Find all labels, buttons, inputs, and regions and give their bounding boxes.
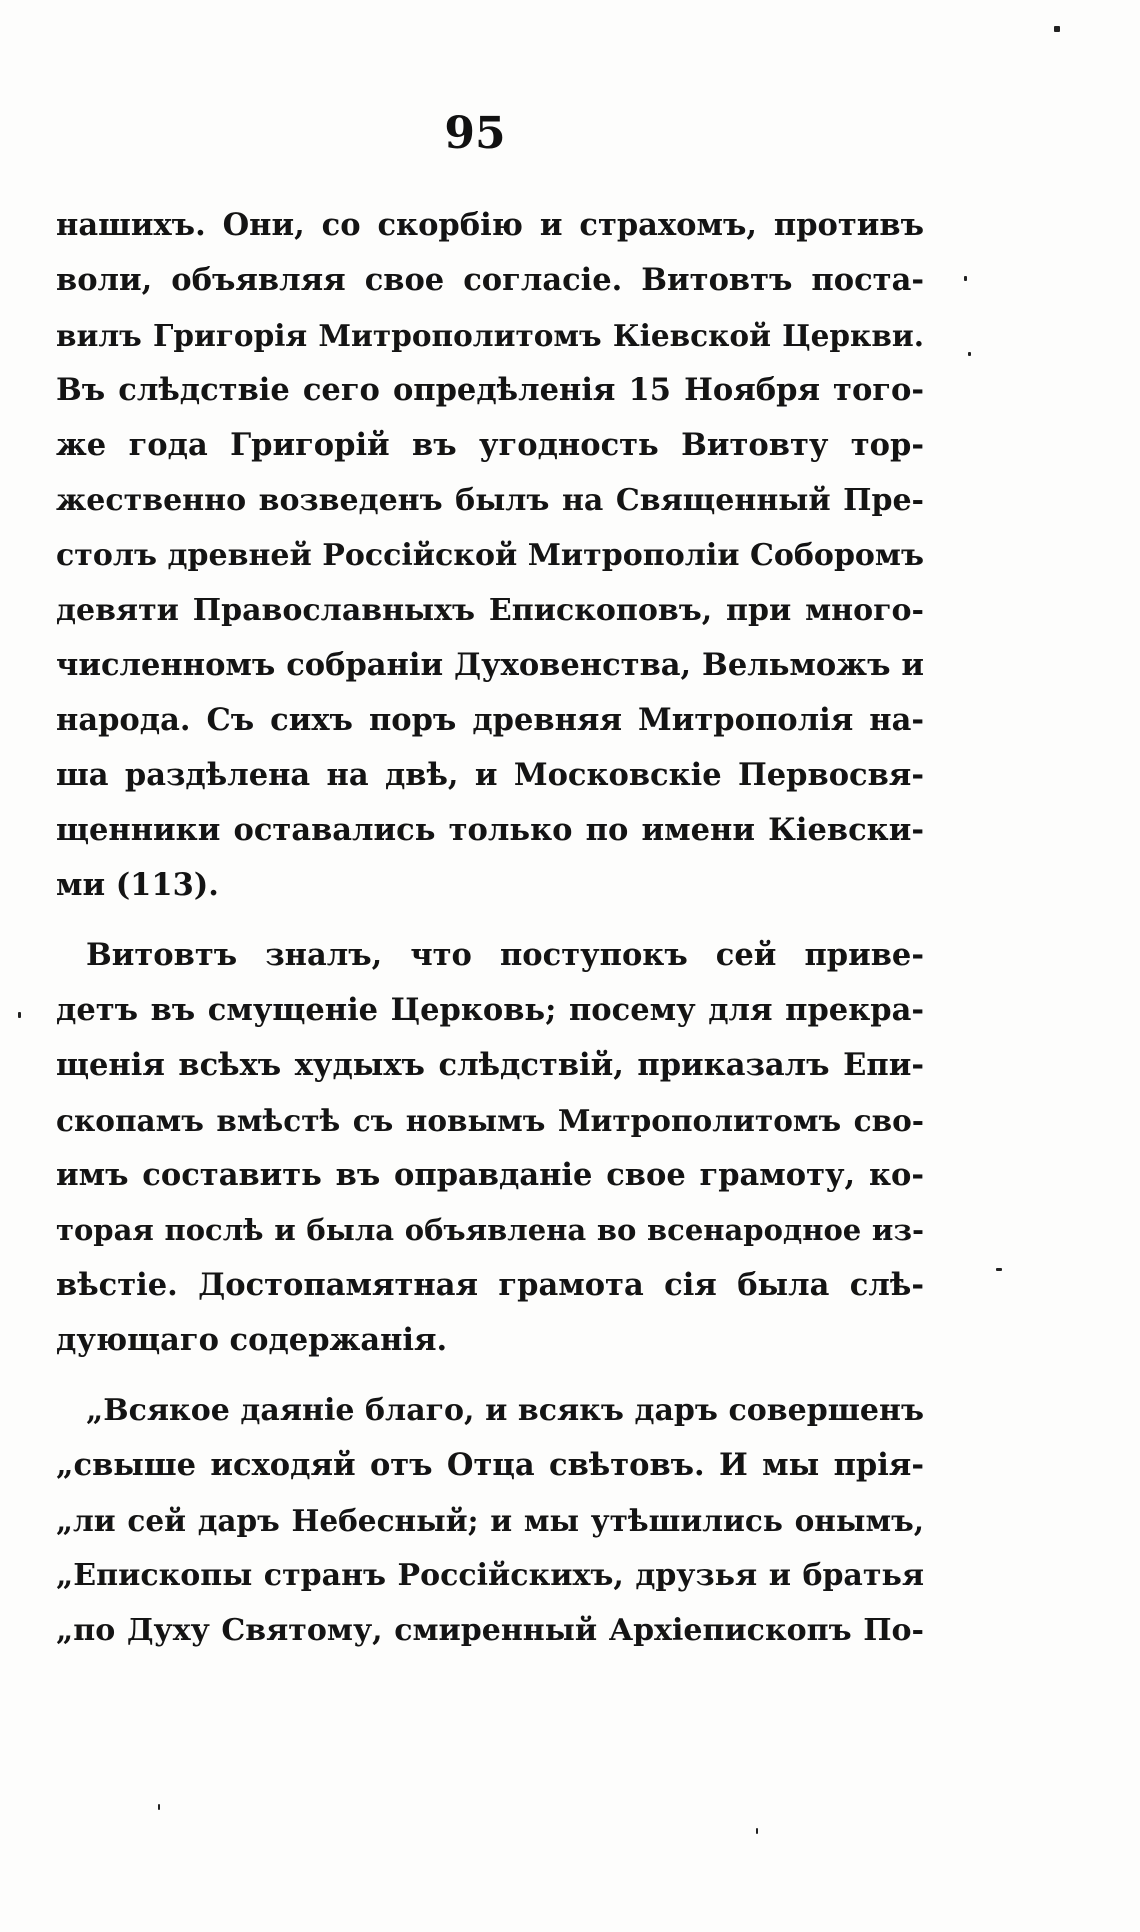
- text-line: Въ слѣдствiе сего опредѣленiя 15 Ноября того-: [56, 372, 924, 408]
- text-line: воли, объявляя свое согласiе. Витовтъ поста-: [56, 262, 924, 298]
- text-line: „Всякое даянiе благо, и всякъ даръ совершенъ: [86, 1393, 924, 1428]
- text-line: детъ въ смущенiе Церковь; посему для прекра-: [56, 992, 924, 1028]
- text-line: жественно возведенъ былъ на Священный Пре-: [56, 483, 924, 518]
- paragraph: [56, 198, 924, 913]
- text-line: „свыше исходяй отъ Отца свѣтовъ. И мы прiя-: [56, 1447, 924, 1483]
- page-number: 95: [444, 108, 506, 159]
- text-line: вѣстiе. Достопамятная грамота сiя была слѣ-: [56, 1267, 924, 1303]
- scan-speck: [756, 1828, 758, 1834]
- text-line: щенiя всѣхъ худыхъ слѣдствiй, приказалъ Епи-: [56, 1047, 924, 1083]
- text-line: же года Григорiй въ угодность Витовту тор-: [56, 427, 924, 463]
- text-line: ми (113).: [56, 867, 219, 903]
- paragraph: [56, 1383, 924, 1658]
- text-line: нашихъ. Они, со скорбiю и страхомъ, противъ: [56, 207, 924, 243]
- text-line: дующаго содержанiя.: [56, 1322, 448, 1358]
- paragraph-gap: [56, 1368, 924, 1383]
- scan-speck: [158, 1804, 160, 1810]
- text-line: „Епископы странъ Россiйскихъ, друзья и братья: [56, 1558, 924, 1593]
- text-line: Витовтъ зналъ, что поступокъ сей приве-: [86, 937, 924, 973]
- scan-speck: [996, 1268, 1002, 1271]
- text-line: „по Духу Святому, смиренный Архiепископъ По-: [56, 1613, 924, 1648]
- text-line: численномъ собранiи Духовенства, Вельможъ и: [56, 647, 924, 683]
- text-line: девяти Православныхъ Епископовъ, при много-: [56, 593, 924, 628]
- scan-speck: [964, 276, 967, 281]
- text-line: щенники оставались только по имени Кiевски-: [56, 812, 924, 848]
- text-line: имъ составить въ оправданiе свое грамоту, ко-: [56, 1157, 924, 1193]
- text-line: „ли сей даръ Небесный; и мы утѣшились онымъ,: [56, 1503, 924, 1538]
- text-line: ша раздѣлена на двѣ, и Московскiе Первосвя-: [56, 757, 924, 793]
- text-line: скопамъ вмѣстѣ съ новымъ Митрополитомъ сво-: [56, 1103, 924, 1138]
- text-column: [56, 198, 924, 1658]
- text-line: столъ древней Россiйской Митрополiи Соборомъ: [56, 538, 924, 573]
- text-line: вилъ Григорiя Митрополитомъ Кiевской Церкви.: [56, 318, 924, 353]
- paragraph: [56, 928, 924, 1368]
- scan-speck: [968, 352, 971, 356]
- paragraph-gap: [56, 913, 924, 928]
- scan-speck: [18, 1012, 21, 1018]
- text-line: торая послѣ и была объявлена во всенародное из-: [56, 1213, 924, 1247]
- scan-speck: [1054, 26, 1060, 32]
- text-line: народа. Съ сихъ поръ древняя Митрополiя на-: [56, 702, 924, 738]
